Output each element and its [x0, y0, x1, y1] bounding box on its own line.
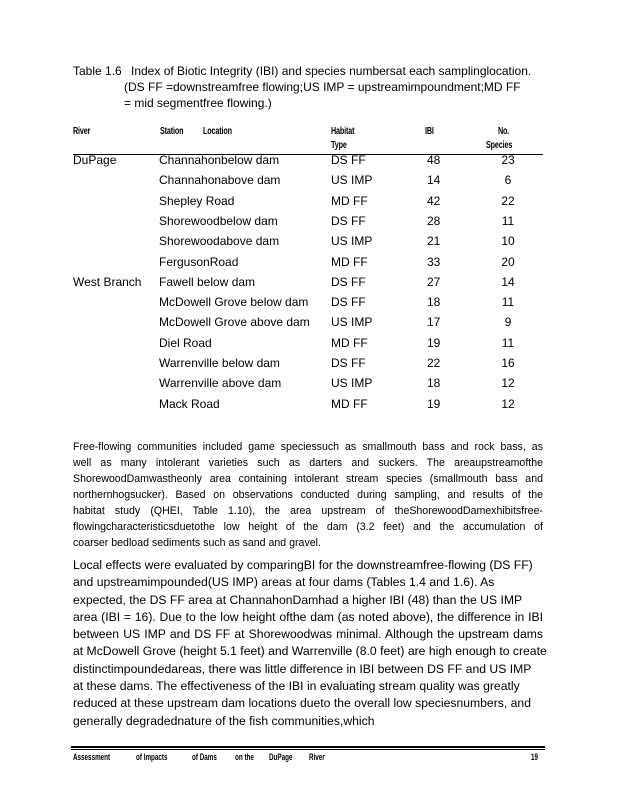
- footer-word: on the: [235, 752, 254, 762]
- cell-station: Warrenville below dam: [159, 356, 280, 370]
- footer-rule-thin: [71, 749, 545, 750]
- cell-ibi: 48: [427, 153, 441, 167]
- header-location: Location: [203, 126, 232, 137]
- paragraph-local-effects: [73, 558, 547, 731]
- cell-habitat: MD FF: [331, 396, 368, 411]
- cell-habitat: US IMP: [331, 173, 373, 188]
- cell-station: McDowell Grove below dam: [159, 295, 309, 310]
- text-line: and upstreamimpounded(US IMP) areas at four dams (Tables 1.4 and 1.6). As: [73, 575, 495, 590]
- text-line: expected, the DS FF area at ChannahonDamhad a higher IBI (48) than the US IMP: [73, 592, 523, 607]
- cell-species: 6: [504, 173, 512, 188]
- footer-word: River: [309, 752, 325, 762]
- cell-station: Shorewoodbelow dam: [159, 213, 278, 228]
- footer-rule-thick: [71, 746, 545, 748]
- cell-habitat: US IMP: [331, 376, 373, 391]
- text-line: flowingcharacteristicsduetothe low height of the dam (3.2 feet) and the accumulation of: [73, 521, 543, 533]
- text-line: ShorewoodDamwastheonly area containing intolerant stream species (smallmouth bass and: [73, 473, 543, 485]
- cell-station: FergusonRoad: [159, 254, 239, 269]
- footer-word: of Impacts: [136, 752, 168, 762]
- cell-ibi: 19: [427, 335, 441, 350]
- cell-ibi: 28: [427, 213, 441, 228]
- cell-station: Warrenville above dam: [159, 376, 282, 391]
- text-line: coarser bedload sediments such as sand and gravel.: [73, 537, 321, 549]
- text-line: Free-flowing communities included game speciessuch as smallmouth bass and rock bass, as: [73, 441, 543, 453]
- header-habitat: Habitat: [331, 126, 355, 137]
- cell-station: Mack Road: [159, 396, 220, 411]
- cell-species: 11: [501, 213, 515, 228]
- table-caption-label: Table 1.6: [73, 64, 122, 78]
- table-caption-line: = mid segmentfree flowing.): [124, 96, 272, 110]
- cell-station: Fawell below dam: [159, 274, 256, 289]
- footer-word: DuPage: [269, 752, 293, 762]
- paragraph-free-flowing: [73, 441, 543, 553]
- cell-species: 14: [501, 274, 515, 289]
- text-line: habitat study (QHEI, Table 1.10), the area upstream of theShorewoodDamexhibitsfree-: [73, 505, 543, 517]
- cell-species: 22: [501, 193, 515, 208]
- text-line: at McDowell Grove (height 5.1 feet) and Warrenville (8.0 feet) are high enough to create: [73, 644, 547, 659]
- text-line: well as many intolerant varieties such as darters and suckers. The areaupstreamofthe: [73, 457, 543, 469]
- cell-ibi: 17: [427, 315, 441, 330]
- text-line: Local effects were evaluated by comparingBI for the downstreamfree-flowing (DS FF): [73, 558, 533, 572]
- table-caption-line: Index of Biotic Integrity (IBI) and species numbersat each samplinglocation.: [131, 64, 532, 78]
- text-line: generally degradednature of the fish communities,which: [73, 713, 375, 728]
- cell-species: 16: [501, 356, 515, 370]
- cell-river: DuPage: [73, 153, 117, 167]
- cell-habitat: DS FF: [331, 153, 366, 167]
- text-line: distinctimpoundedareas, there was little difference in IBI between DS FF and US IMP: [73, 661, 532, 676]
- cell-habitat: MD FF: [331, 193, 368, 208]
- cell-ibi: 18: [427, 295, 441, 310]
- header-ibi: IBI: [425, 126, 434, 137]
- cell-habitat: DS FF: [331, 274, 366, 289]
- text-line: northernhogsucker). Based on observations conducted during sampling, and results of the: [73, 489, 543, 501]
- cell-station: McDowell Grove above dam: [159, 315, 310, 330]
- header-habitat-type: Type: [331, 140, 347, 151]
- header-species: Species: [486, 140, 513, 151]
- cell-species: 11: [501, 335, 515, 350]
- cell-ibi: 27: [427, 274, 441, 289]
- cell-habitat: US IMP: [331, 234, 373, 249]
- cell-river: West Branch: [73, 274, 142, 289]
- cell-station: Channahonbelow dam: [159, 153, 280, 167]
- table-header-rule: [73, 154, 543, 155]
- header-station: Station: [160, 126, 184, 137]
- cell-species: 10: [501, 234, 515, 249]
- cell-habitat: DS FF: [331, 295, 366, 310]
- page-number: 19: [531, 752, 539, 762]
- cell-species: 12: [501, 396, 515, 411]
- cell-station: Channahonabove dam: [159, 173, 281, 188]
- cell-habitat: DS FF: [331, 356, 366, 370]
- cell-station: Shepley Road: [159, 193, 235, 208]
- cell-ibi: 42: [427, 193, 441, 208]
- cell-ibi: 22: [427, 356, 441, 370]
- cell-ibi: 14: [427, 173, 441, 188]
- text-line: at these dams. The effectiveness of the IBI in evaluating stream quality was greatly: [73, 679, 520, 694]
- cell-ibi: 33: [427, 254, 441, 269]
- text-line: reduced at these upstream dam locations dueto the overall low speciesnumbers, and: [73, 696, 531, 711]
- cell-habitat: MD FF: [331, 254, 368, 269]
- cell-ibi: 18: [427, 376, 441, 391]
- table-caption-line: (DS FF =downstreamfree flowing;US IMP = upstreamimpoundment;MD FF: [124, 80, 521, 94]
- cell-habitat: MD FF: [331, 335, 368, 350]
- footer-word: Assessment: [73, 752, 111, 762]
- cell-station: Diel Road: [159, 335, 212, 350]
- text-line: area (IBI = 16). Due to the low height ofthe dam (as noted above), the difference in IBI: [73, 609, 543, 624]
- text-line: between US IMP and DS FF at Shorewoodwas minimal. Although the upstream dams: [73, 627, 543, 642]
- cell-species: 12: [501, 376, 515, 391]
- cell-station: Shorewoodabove dam: [159, 234, 280, 249]
- footer-word: of Dams: [192, 752, 217, 762]
- cell-habitat: US IMP: [331, 315, 373, 330]
- cell-ibi: 19: [427, 396, 441, 411]
- cell-ibi: 21: [427, 234, 441, 249]
- cell-species: 9: [504, 315, 512, 330]
- cell-species: 20: [501, 254, 515, 269]
- header-no: No.: [498, 126, 510, 137]
- cell-species: 23: [501, 153, 515, 167]
- cell-species: 11: [501, 295, 515, 310]
- cell-habitat: DS FF: [331, 213, 366, 228]
- header-river: River: [73, 126, 91, 137]
